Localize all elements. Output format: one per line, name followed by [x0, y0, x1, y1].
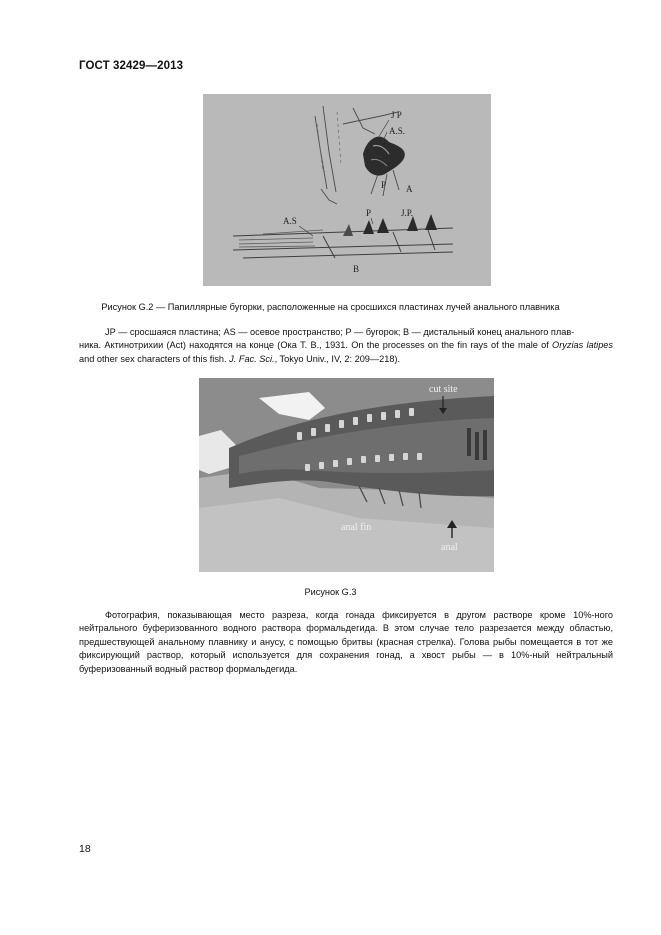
legend-line-2: ника. Актинотрихии (Act) находятся на конце (Ока Т. В., 1931. On the processes on the fin rays of the male of — [79, 340, 553, 351]
figure-g2-legend — [79, 326, 613, 366]
label-jp-top: J P — [391, 110, 402, 120]
label-p-top: P — [381, 180, 387, 190]
label-as-bottom: A.S — [283, 216, 297, 226]
legend-line-3-end: , Tokyo Univ., IV, 2: 209—218). — [274, 353, 401, 364]
figure-g3-photo — [199, 378, 494, 572]
label-b: B — [353, 264, 360, 274]
journal-name: J. Fac. Sci. — [229, 353, 275, 364]
figure-g2-caption: Рисунок G.2 — Папиллярные бугорки, расположенные на сросшихся пластинах лучей анального плавника — [101, 302, 560, 312]
page-number: 18 — [79, 843, 91, 855]
label-a: A — [406, 184, 413, 194]
species-name: Oryzias latipes — [552, 340, 614, 351]
document-code: ГОСТ 32429—2013 — [79, 60, 184, 72]
legend-line-3: and other sex characters of this fish. — [79, 353, 230, 364]
legend-line-1: JP — сросшаяся пластина; AS — осевое пространство; P — бугорок; B — дистальный конец анального плав- — [105, 327, 575, 337]
label-anal: anal — [441, 542, 458, 553]
label-anal-fin: anal fin — [341, 522, 372, 533]
figure-g3-caption: Рисунок G.3 — [304, 587, 357, 597]
label-as-top: A.S. — [389, 126, 406, 136]
figure-g2-image — [203, 94, 491, 286]
label-p-bottom: P — [366, 208, 372, 218]
label-cut-site: cut site — [429, 384, 458, 395]
body-text: Фотография, показывающая место разреза, когда гонада фиксируется в другом растворе кроме 10%-ного нейтрального буферизованного водного раствора формальдегида. В этом случае тело разрезается между областью, предшествующей анальному плавнику и анусу, с помощью бритвы (красная стрелка). Голова рыбы помещается в тот же фиксирующий раствор, который используется для сохранения гонад, а хвост рыбы — в 10%-ный нейтральный буферизованный водный раствор формальдегида. — [79, 610, 613, 674]
label-jp-bottom: J.P. — [401, 208, 414, 218]
body-paragraph — [79, 609, 613, 676]
